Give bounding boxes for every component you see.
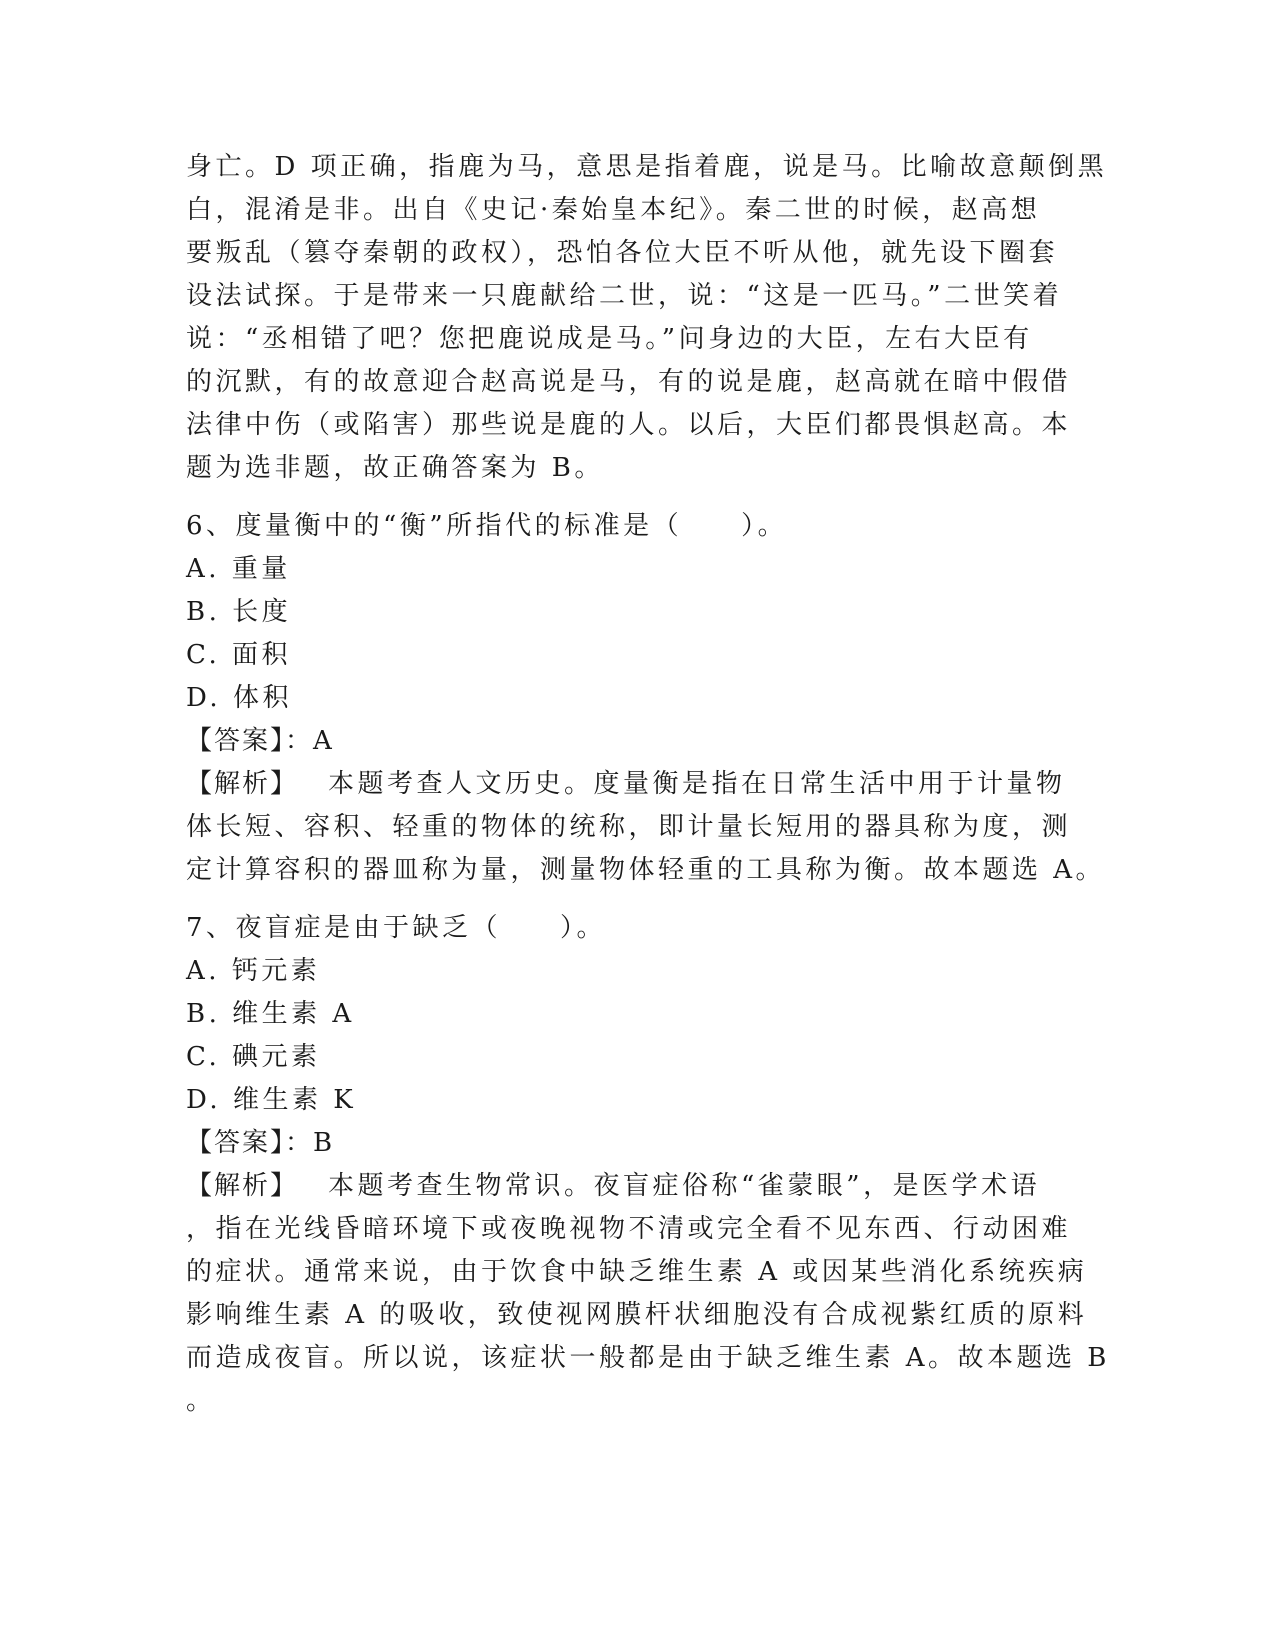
analysis-label: 【解析】: [186, 1171, 299, 1201]
option-list: [186, 950, 1086, 1122]
question-6: [186, 505, 1106, 892]
question-stem: 7、夜盲症是由于缺乏（ ）。: [186, 913, 607, 943]
text-line: 说：“丞相错了吧？您把鹿说成是马。”问身边的大臣，左右大臣有: [186, 324, 1033, 354]
option-a: A. 重量: [186, 554, 291, 584]
analysis-text: 本题考查生物常识。夜盲症俗称“雀蒙眼”，是医学术语: [328, 1171, 1041, 1201]
analysis-text: 影响维生素 A 的吸收，致使视网膜杆状细胞没有合成视紫红质的原料: [186, 1300, 1088, 1330]
analysis-text: ，指在光线昏暗环境下或夜晚视物不清或完全看不见东西、行动困难: [186, 1214, 1072, 1244]
option-b: B. 长度: [186, 597, 292, 627]
option-list: [186, 548, 1086, 720]
analysis-text: 的症状。通常来说，由于饮食中缺乏维生素 A 或因某些消化系统疾病: [186, 1257, 1088, 1287]
option-d: D. 维生素 K: [186, 1085, 357, 1115]
option-c: C. 面积: [186, 640, 291, 670]
analysis-text: 定计算容积的器皿称为量，测量物体轻重的工具称为衡。故本题选 A。: [186, 855, 1106, 885]
option-d: D. 体积: [186, 683, 292, 713]
option-c: C. 碘元素: [186, 1042, 321, 1072]
answer-line: [186, 1122, 1086, 1165]
carryover-analysis: [186, 146, 1108, 490]
analysis-text: 体长短、容积、轻重的物体的统称，即计量长短用的器具称为度，测: [186, 812, 1072, 842]
text-line: 白，混淆是非。出自《史记·秦始皇本纪》。秦二世的时候，赵高想: [186, 195, 1041, 225]
question-stem: 6、度量衡中的“衡”所指代的标准是（ ）。: [186, 511, 788, 541]
text-line: 要叛乱（篡夺秦朝的政权），恐怕各位大臣不听从他，就先设下圈套: [186, 238, 1059, 268]
text-line: 设法试探。于是带来一只鹿献给二世，说：“这是一匹马。”二世笑着: [186, 281, 1063, 311]
option-a: A. 钙元素: [186, 956, 321, 986]
analysis-text: 而造成夜盲。所以说，该症状一般都是由于缺乏维生素 A。故本题选 B: [186, 1343, 1110, 1373]
text-line: 的沉默，有的故意迎合赵高说是马，有的说是鹿，赵高就在暗中假借: [186, 367, 1072, 397]
answer-label: 【答案】：: [186, 726, 314, 756]
analysis-line: [186, 1165, 1086, 1208]
page-content: [186, 146, 1110, 1423]
answer-value: B: [313, 1128, 336, 1158]
analysis-label: 【解析】: [186, 769, 299, 799]
question-7: [186, 907, 1110, 1423]
analysis-line: [186, 763, 1086, 806]
answer-line: [186, 720, 1086, 763]
answer-label: 【答案】：: [186, 1128, 314, 1158]
analysis-text: 本题考查人文历史。度量衡是指在日常生活中用于计量物: [328, 769, 1066, 799]
text-line: 法律中伤（或陷害）那些说是鹿的人。以后，大臣们都畏惧赵高。本: [186, 410, 1072, 440]
text-line: 题为选非题，故正确答案为 B。: [186, 453, 604, 483]
text-line: 身亡。D 项正确，指鹿为马，意思是指着鹿，说是马。比喻故意颠倒黑: [186, 152, 1108, 182]
answer-value: A: [313, 726, 336, 756]
analysis-text: 。: [186, 1386, 216, 1416]
option-b: B. 维生素 A: [186, 999, 355, 1029]
